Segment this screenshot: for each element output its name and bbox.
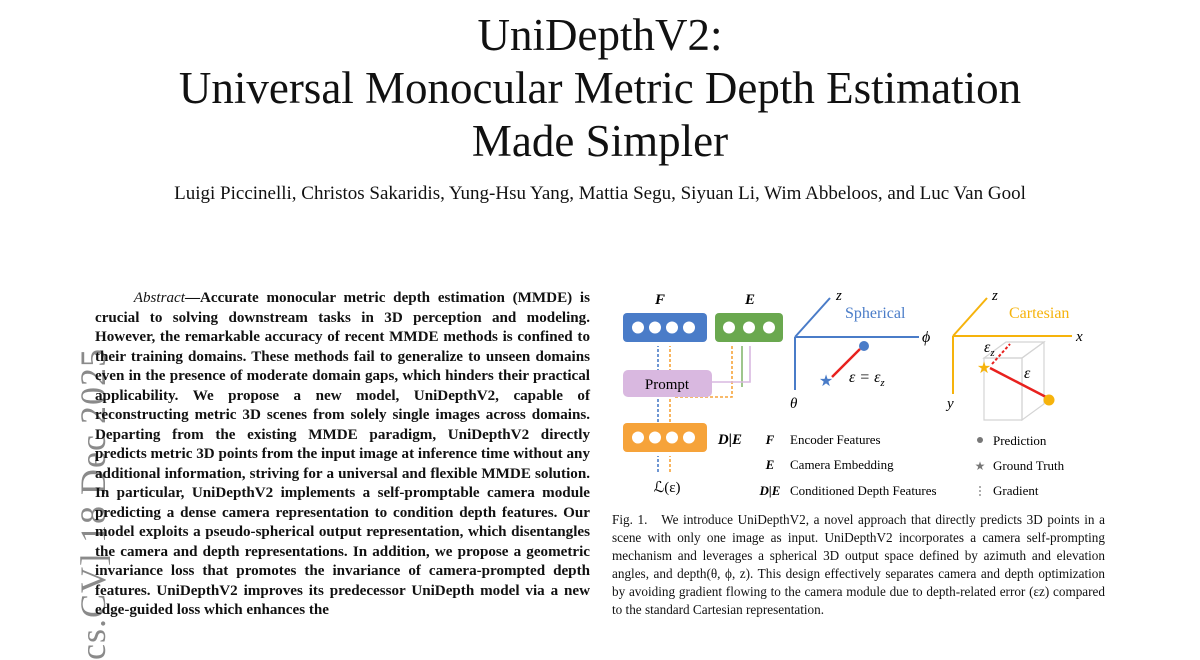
label-de: D|E [717, 432, 743, 448]
cartesian-eps-z: $\varepsilon_z$ [984, 339, 995, 359]
figure-caption [612, 511, 1105, 619]
loss-label: ℒ(ε) [653, 480, 681, 496]
spherical-gt-star: ★ [818, 373, 834, 390]
spherical-title: Spherical [845, 305, 906, 322]
spherical-prediction-dot [859, 341, 869, 351]
abstract [95, 289, 590, 621]
cartesian-axis-y: y [947, 396, 954, 412]
prompt-label: Prompt [644, 377, 690, 393]
spherical-axis-theta: θ [790, 396, 798, 412]
legend-encoder: Encoder Features [790, 432, 881, 447]
cartesian-axis-x: x [1076, 329, 1083, 345]
spherical-axis-phi: ϕ [922, 329, 931, 346]
legend-conditioned: Conditioned Depth Features [790, 483, 937, 498]
cartesian-prediction-dot [1044, 395, 1055, 406]
label-e: E [744, 292, 756, 308]
legend-gradient: Gradient [993, 483, 1039, 498]
arxiv-side-stamp [18, 330, 113, 660]
cartesian-error-line [990, 368, 1046, 397]
cartesian-axis-z: z [992, 288, 998, 304]
cartesian-gt-star: ★ [976, 360, 992, 377]
legend-e-key: E [765, 457, 775, 472]
legend-prediction-dot [977, 437, 983, 443]
legend-ground-truth: Ground Truth [993, 458, 1065, 473]
legend-camera: Camera Embedding [790, 457, 894, 472]
cartesian-title: Cartesian [1009, 305, 1070, 322]
spherical-equation: $\varepsilon = \varepsilon_z$ [849, 369, 885, 389]
cartesian-eps: ε [1024, 365, 1031, 382]
figure-1-diagram [612, 282, 1112, 512]
author-list: Luigi Piccinelli, Christos Sakaridis, Yung-Hsu Yang, Mattia Segu, Siyuan Li, Wim Abbeloos, and Luc Van Gool [174, 183, 1026, 204]
spherical-axis-z: z [836, 288, 842, 304]
caption-text: We introduce UniDepthV2, a novel approach that directly predicts 3D points in a scene with only one image as input. UniDepthV2 incorporates a camera self-prompting mechanism and leverages a spherical 3D output space defined by azimuth and elevation angles, and depth(θ, ϕ, z). This design effectively separates camera and depth optimization by avoiding gradient flowing to the camera module due to depth-related error (εz) compared to the standard Cartesian representation. [612, 512, 1105, 617]
legend-star-icon: ★ [974, 459, 986, 473]
abstract-body: Accurate monocular metric depth estimation (MMDE) is crucial to solving downstream tasks in 3D perception and modeling. However, the remarkable accuracy of recent MMDE methods is confined to their training domains. These methods fail to generalize to unseen domains even in the presence of moderate domain gaps, which hinders their practical applicability. We propose a new model, UniDepthV2, capable of reconstructing metric 3D scenes from solely single images across domains. Departing from the existing MMDE paradigm, UniDepthV2 directly predicts metric 3D points from the input image at inference time without any additional information, striving for a universal and flexible MMDE solution. In particular, UniDepthV2 implements a self-promptable camera module predicting a dense camera representation to condition depth features. Our model exploits a pseudo-spherical output representation, which disentangles the camera and depth representations. In addition, we propose a geometric invariance loss that promotes the invariance of camera-prompted depth features. UniDepthV2 improves its predecessor UniDepth model via a new edge-guided loss which enhances the [95, 290, 590, 618]
paper-title-line1: UniDepthV2: [477, 10, 723, 60]
abstract-dash: — [184, 290, 201, 306]
cartesian-gradient-arrow [992, 344, 1010, 364]
legend-f-key: F [765, 432, 775, 447]
caption-label: Fig. 1. [612, 512, 648, 527]
legend-de-key: D|E [759, 483, 781, 498]
arxiv-stamp-text: cs.CV] 18 Dec 2025 [73, 348, 113, 660]
paper-title-line3: Made Simpler [471, 116, 729, 166]
legend-prediction: Prediction [993, 433, 1047, 448]
abstract-lead: Abstract [133, 290, 185, 306]
paper-title-line2: Universal Monocular Metric Depth Estimation [178, 63, 1022, 113]
label-f: F [654, 292, 666, 308]
